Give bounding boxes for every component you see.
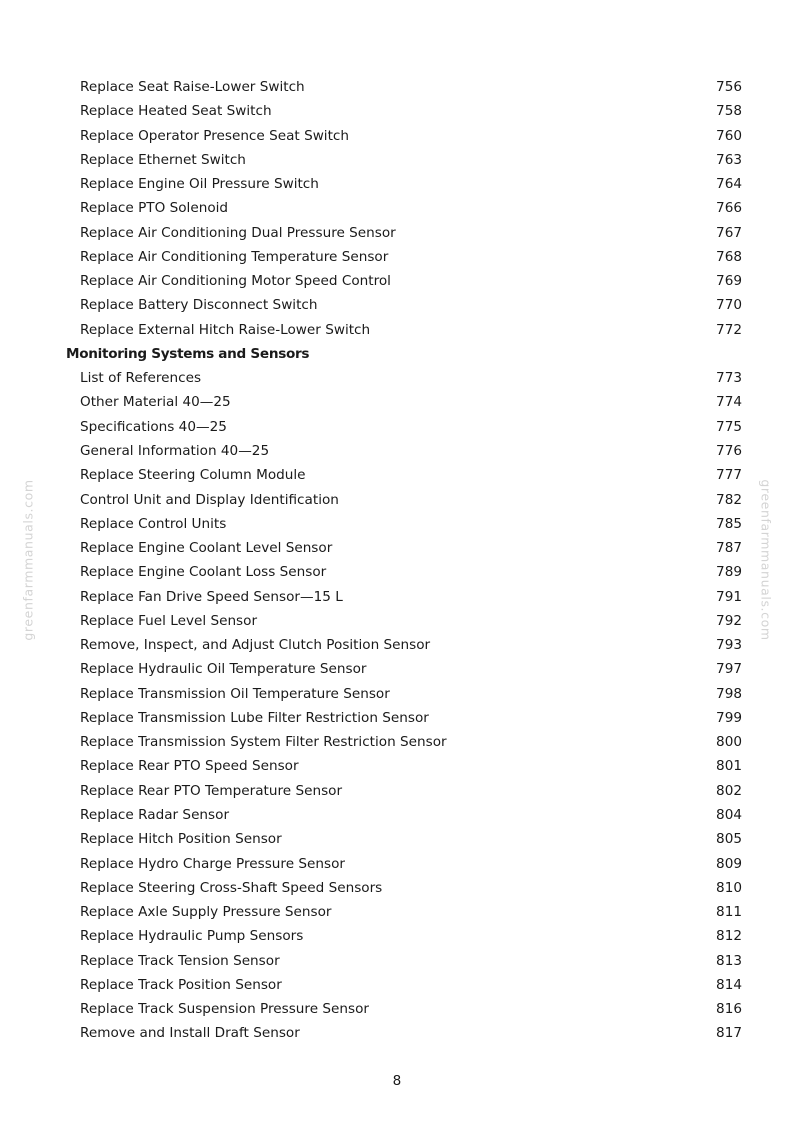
toc-entry[interactable] — [0, 827, 794, 851]
toc-entry-title: Replace Fan Drive Speed Sensor—15 L — [80, 588, 343, 605]
toc-entry-title: Replace Axle Supply Pressure Sensor — [80, 904, 332, 921]
toc-entry-title: Replace Battery Disconnect Switch — [80, 297, 318, 314]
toc-entry-title: Replace Air Conditioning Temperature Sensor — [80, 248, 389, 265]
toc-entry[interactable] — [0, 900, 794, 924]
toc-entry-page: 777 — [716, 467, 742, 484]
toc-entry-title: Replace Ethernet Switch — [80, 151, 246, 168]
toc-entry-page: 773 — [716, 370, 742, 387]
toc-entry-title: General Information 40—25 — [80, 442, 270, 459]
toc-entry-title: Remove and Install Draft Sensor — [80, 1025, 300, 1042]
toc-entry-title: Replace Transmission Lube Filter Restriction Sensor — [80, 709, 429, 726]
toc-entry-page: 816 — [716, 1001, 742, 1018]
toc-entry-title: Replace Steering Column Module — [80, 467, 306, 484]
toc-entry[interactable] — [0, 609, 794, 633]
toc-entry-title: List of References — [80, 370, 202, 387]
toc-entry-title: Replace Hydraulic Oil Temperature Sensor — [80, 661, 367, 678]
toc-entry[interactable] — [0, 852, 794, 876]
toc-entry-title: Replace Transmission Oil Temperature Sensor — [80, 685, 390, 702]
toc-entry-page: 764 — [716, 176, 742, 193]
toc-entry-title: Replace PTO Solenoid — [80, 200, 229, 217]
toc-entry-title: Replace Fuel Level Sensor — [80, 612, 258, 629]
toc-entry[interactable] — [0, 221, 794, 245]
toc-entry-title: Replace Operator Presence Seat Switch — [80, 127, 350, 144]
toc-entry[interactable] — [0, 657, 794, 681]
toc-entry-title: Specifications 40—25 — [80, 418, 227, 435]
toc-entry[interactable] — [0, 706, 794, 730]
toc-entry[interactable] — [0, 876, 794, 900]
toc-entry-page: 791 — [716, 588, 742, 605]
toc-entry-page: 775 — [716, 418, 742, 435]
toc-entry-title: Replace Track Tension Sensor — [80, 952, 280, 969]
toc-entry-title: Replace External Hitch Raise-Lower Switch — [80, 321, 371, 338]
toc-entry-page: 804 — [716, 806, 742, 823]
toc-entry-page: 758 — [716, 103, 742, 120]
section-title: Monitoring Systems and Sensors — [66, 345, 310, 362]
toc-entry-page: 776 — [716, 442, 742, 459]
toc-entry[interactable] — [0, 924, 794, 948]
toc-entry-page: 809 — [716, 855, 742, 872]
toc-entry-page: 812 — [716, 928, 742, 945]
toc-entry-page: 792 — [716, 612, 742, 629]
toc-entry[interactable] — [0, 439, 794, 463]
toc-entry-title: Replace Rear PTO Temperature Sensor — [80, 782, 343, 799]
toc-entry[interactable] — [0, 99, 794, 123]
toc-entry-title: Other Material 40—25 — [80, 394, 231, 411]
toc-entry-title: Replace Rear PTO Speed Sensor — [80, 758, 299, 775]
toc-entry[interactable] — [0, 172, 794, 196]
toc-entry-title: Replace Transmission System Filter Restriction Sensor — [80, 734, 447, 751]
toc-entry-title: Replace Steering Cross-Shaft Speed Sensors — [80, 879, 383, 896]
toc-entry[interactable] — [0, 1021, 794, 1045]
toc-entry-page: 763 — [716, 151, 742, 168]
toc-entry[interactable] — [0, 585, 794, 609]
toc-entry-page: 801 — [716, 758, 742, 775]
toc-entry-title: Replace Heated Seat Switch — [80, 103, 272, 120]
toc-entry-title: Replace Air Conditioning Dual Pressure Sensor — [80, 224, 396, 241]
toc-entry-title: Replace Track Suspension Pressure Sensor — [80, 1001, 369, 1018]
toc-entry-title: Replace Seat Raise-Lower Switch — [80, 79, 305, 95]
toc-entry-page: 769 — [716, 273, 742, 290]
toc-entry[interactable] — [0, 124, 794, 148]
toc-entry-page: 770 — [716, 297, 742, 314]
toc-entry[interactable] — [0, 318, 794, 342]
toc-entry-page: 789 — [716, 564, 742, 581]
toc-entry[interactable] — [0, 973, 794, 997]
toc-entry[interactable] — [0, 536, 794, 560]
toc-entry[interactable] — [0, 682, 794, 706]
toc-entry-title: Replace Radar Sensor — [80, 806, 230, 823]
toc-entry-page: 760 — [716, 127, 742, 144]
toc-entry-title: Replace Engine Oil Pressure Switch — [80, 176, 319, 193]
toc-entry-page: 756 — [716, 79, 742, 95]
toc-entry[interactable] — [0, 754, 794, 778]
toc-entry[interactable] — [0, 730, 794, 754]
toc-entry-page: 798 — [716, 685, 742, 702]
toc-entry[interactable] — [0, 779, 794, 803]
toc-entry-page: 814 — [716, 976, 742, 993]
toc-entry-page: 811 — [716, 904, 742, 921]
toc-entry-page: 800 — [716, 734, 742, 751]
toc-entry[interactable] — [0, 415, 794, 439]
toc-entry[interactable] — [0, 366, 794, 390]
toc-entry-page: 787 — [716, 540, 742, 557]
toc-entry-page: 782 — [716, 491, 742, 508]
watermark-left: greenfarmmanuals.com — [20, 479, 36, 641]
toc-entry[interactable] — [0, 75, 794, 99]
toc-entry[interactable] — [0, 512, 794, 536]
toc-entry-page: 774 — [716, 394, 742, 411]
toc-entry-page: 813 — [716, 952, 742, 969]
toc-entry-title: Replace Hydraulic Pump Sensors — [80, 928, 304, 945]
toc-entry-page: 768 — [716, 248, 742, 265]
toc-entry[interactable] — [0, 390, 794, 414]
toc-entry-title: Replace Hitch Position Sensor — [80, 831, 282, 848]
toc-entry[interactable] — [0, 949, 794, 973]
toc-entry[interactable] — [0, 196, 794, 220]
toc-entry[interactable] — [0, 997, 794, 1021]
toc-entry-title: Replace Track Position Sensor — [80, 976, 282, 993]
toc-entry[interactable] — [0, 293, 794, 317]
toc-entry[interactable] — [0, 560, 794, 584]
toc-entry-title: Control Unit and Display Identification — [80, 491, 339, 508]
toc-entry-page: 817 — [716, 1025, 742, 1042]
toc-entry-page: 799 — [716, 709, 742, 726]
toc-entry[interactable] — [0, 269, 794, 293]
toc-entry-page: 797 — [716, 661, 742, 678]
toc-entry-title: Replace Control Units — [80, 515, 227, 532]
toc-entry-title: Remove, Inspect, and Adjust Clutch Position Sensor — [80, 637, 431, 654]
toc-entry-page: 793 — [716, 637, 742, 654]
toc-entry[interactable] — [0, 488, 794, 512]
table-of-contents — [0, 75, 794, 1046]
toc-entry[interactable] — [0, 803, 794, 827]
toc-entry-title: Replace Engine Coolant Loss Sensor — [80, 564, 327, 581]
toc-entry[interactable] — [0, 633, 794, 657]
toc-entry-title: Replace Engine Coolant Level Sensor — [80, 540, 333, 557]
toc-entry-title: Replace Hydro Charge Pressure Sensor — [80, 855, 345, 872]
toc-entry-page: 805 — [716, 831, 742, 848]
toc-entry-page: 767 — [716, 224, 742, 241]
toc-entry[interactable] — [0, 148, 794, 172]
toc-entry-page: 766 — [716, 200, 742, 217]
toc-entry[interactable] — [0, 245, 794, 269]
page-number: 8 — [392, 1073, 402, 1089]
toc-entry-title: Replace Air Conditioning Motor Speed Control — [80, 273, 391, 290]
toc-entry-page: 772 — [716, 321, 742, 338]
toc-entry-page: 802 — [716, 782, 742, 799]
toc-entry-page: 785 — [716, 515, 742, 532]
toc-entry[interactable] — [0, 463, 794, 487]
watermark-right: greenfarmmanuals.com — [758, 479, 774, 641]
toc-section-heading — [0, 342, 794, 366]
toc-entry-page: 810 — [716, 879, 742, 896]
